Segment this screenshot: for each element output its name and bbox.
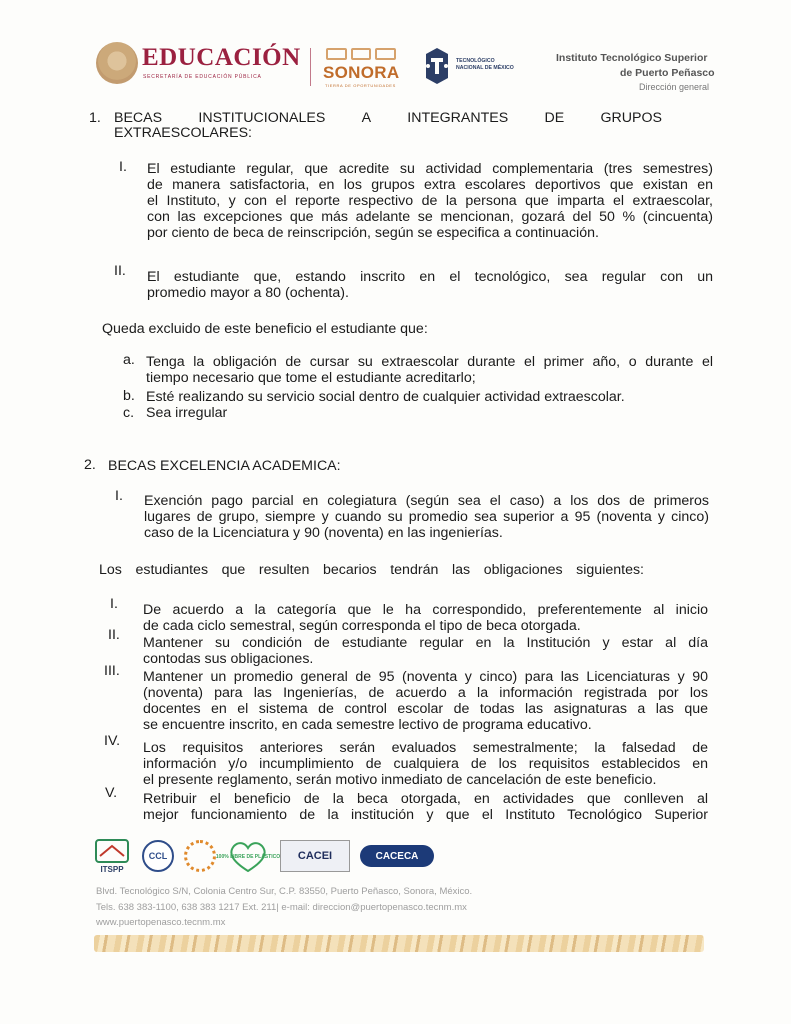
paragraph-line: el Instituto, y con el reporte respectivo de la persona que imparta el extraescolar, [147,193,713,209]
sonora-logo-tagline: TIERRA DE OPORTUNIDADES [325,83,396,88]
tecnm-logo-text [456,58,514,72]
paragraph-line: promedio mayor a 80 (ochenta). [147,285,349,301]
paragraph-line: Mantener su condición de estudiante regular en la Institución y estar al día [143,635,708,651]
libre-de-plastico-logo-text: 100% LIBRE DE PLÁSTICO [215,854,281,860]
decorative-footer-band [94,935,704,952]
itspp-logo-icon [92,836,132,876]
institute-department: Dirección general [639,82,710,92]
excluded-intro: Queda excluido de este beneficio el estudiante que: [102,321,428,337]
section-2-number: 2. [84,457,96,473]
section-1-title-word: INTEGRANTES [407,110,509,126]
list-marker: c. [123,405,135,421]
list-marker: II. [108,627,120,643]
paragraph-line: caso de la Licenciatura y 90 (noventa) en las ingenierías. [144,525,503,541]
educacion-logo-subtitle: SECRETARÍA DE EDUCACIÓN PÚBLICA [143,74,262,80]
dotted-ring-logo-icon [184,840,216,872]
paragraph-line: mejor funcionamiento de la institución y que el Instituto Tecnológico Superior [143,807,708,823]
list-marker: IV. [104,733,121,749]
section-1-title-word: DE [544,110,565,126]
section-1-title-word: BECAS [114,110,163,126]
paragraph-line: se encuentre inscrito, en cada semestre lectivo de programa educativo. [143,717,592,733]
obligations-intro: Los estudiantes que resulten becarios tendrán las obligaciones siguientes: [99,562,644,578]
section-1-title-word: GRUPOS [600,110,662,126]
section-2-title: BECAS EXCELENCIA ACADEMICA: [108,458,341,474]
institute-name-line-1: Instituto Tecnológico Superior [556,52,708,64]
paragraph-line: de cada ciclo semestral, según corresponda el tipo de beca otorgada. [143,618,581,634]
list-marker: V. [105,785,118,801]
section-1-title-line-2: EXTRAESCOLARES: [114,125,252,141]
list-marker: a. [123,352,135,368]
section-1-title-word: A [361,110,372,126]
paragraph-line: Los requisitos anteriores serán evaluados semestralmente; la falsedad de [143,740,708,756]
sonora-logo-text: SONORA [323,63,400,82]
footer-contact: Tels. 638 383-1100, 638 383 1217 Ext. 211| e-mail: direccion@puertopenasco.tecnm.mx [96,902,467,913]
paragraph-line: por ciento de beca de reinscripción, según se especifica a continuación. [147,225,599,241]
paragraph-line: tiempo necesario que tome el estudiante acreditarlo; [146,370,476,386]
paragraph-line: El estudiante que, estando inscrito en el tecnológico, sea regular con un [147,269,713,285]
ccl-logo-icon: CCL [142,840,174,872]
paragraph-line: contodas sus obligaciones. [143,651,314,667]
paragraph-line: el presente reglamento, serán motivo inmediato de cancelación de este beneficio. [143,772,657,788]
paragraph-line: docentes en el sistema de control escolar de todas las asignaturas a las que [143,701,708,717]
paragraph-line: Exención pago parcial en colegiatura (según sea el caso) a los dos de primeros [144,493,709,509]
paragraph-line: de manera satisfactoria, en los grupos extra escolares deportivos que existan en [147,177,713,193]
paragraph-line: Esté realizando su servicio social dentro de cualquier actividad extraescolar. [146,389,625,405]
list-marker: I. [110,596,118,612]
section-1-number: 1. [89,110,101,126]
section-1-title-word: INSTITUCIONALES [198,110,326,126]
list-marker: III. [104,663,120,679]
list-marker: I. [115,488,123,504]
cacei-logo-icon: CACEI [280,840,350,872]
list-marker: II. [114,263,126,279]
paragraph-line: El estudiante regular, que acredite su actividad complementaria (tres semestres) [147,161,713,177]
paragraph-line: lugares de grupo, siempre y cuando su promedio sea superior a 95 (noventa y cinco) [144,509,709,525]
tecnm-line-2: NACIONAL DE MÉXICO [456,65,514,71]
paragraph-line: (noventa) para las Ingenierías, de acuerdo a la información registrada por los [143,685,708,701]
paragraph-line: Retribuir el beneficio de la beca otorgada, en actividades que conlleven al [143,791,708,807]
itspp-logo-text: ITSPP [100,865,124,874]
logo-divider [310,48,311,86]
footer-website: www.puertopenasco.tecnm.mx [96,917,226,928]
accreditation-logos [92,836,434,876]
tecnm-gear-icon [422,46,452,86]
tecnm-line-1: TECNOLÓGICO [456,58,495,64]
footer-address: Blvd. Tecnológico S/N, Colonia Centro Sur, C.P. 83550, Puerto Peñasco, Sonora, México. [96,886,473,897]
educacion-logo-title: EDUCACIÓN [142,44,301,71]
paragraph-line: De acuerdo a la categoría que le ha correspondido, preferentemente al inicio [143,602,708,618]
institute-name-line-2: de Puerto Peñasco [620,67,715,79]
paragraph-line: Sea irregular [146,405,228,421]
paragraph-line: Mantener un promedio general de 95 (noventa y cinco) para las Licenciaturas y 90 [143,669,708,685]
paragraph-line: información y/o incumplimiento de cualquiera de los requisitos establecidos en [143,756,708,772]
list-marker: b. [123,388,135,404]
sonora-logo-ornament [326,48,396,60]
paragraph-line: Tenga la obligación de cursar su extraescolar durante el primer año, o durante el [146,354,713,370]
list-marker: I. [119,159,127,175]
caceca-logo-icon: CACECA [360,845,434,867]
libre-de-plastico-logo-icon [215,839,281,873]
paragraph-line: con las excepciones que más adelante se mencionan, gozará del 50 % (cincuenta) [147,209,713,225]
mexico-seal-logo [96,42,138,84]
